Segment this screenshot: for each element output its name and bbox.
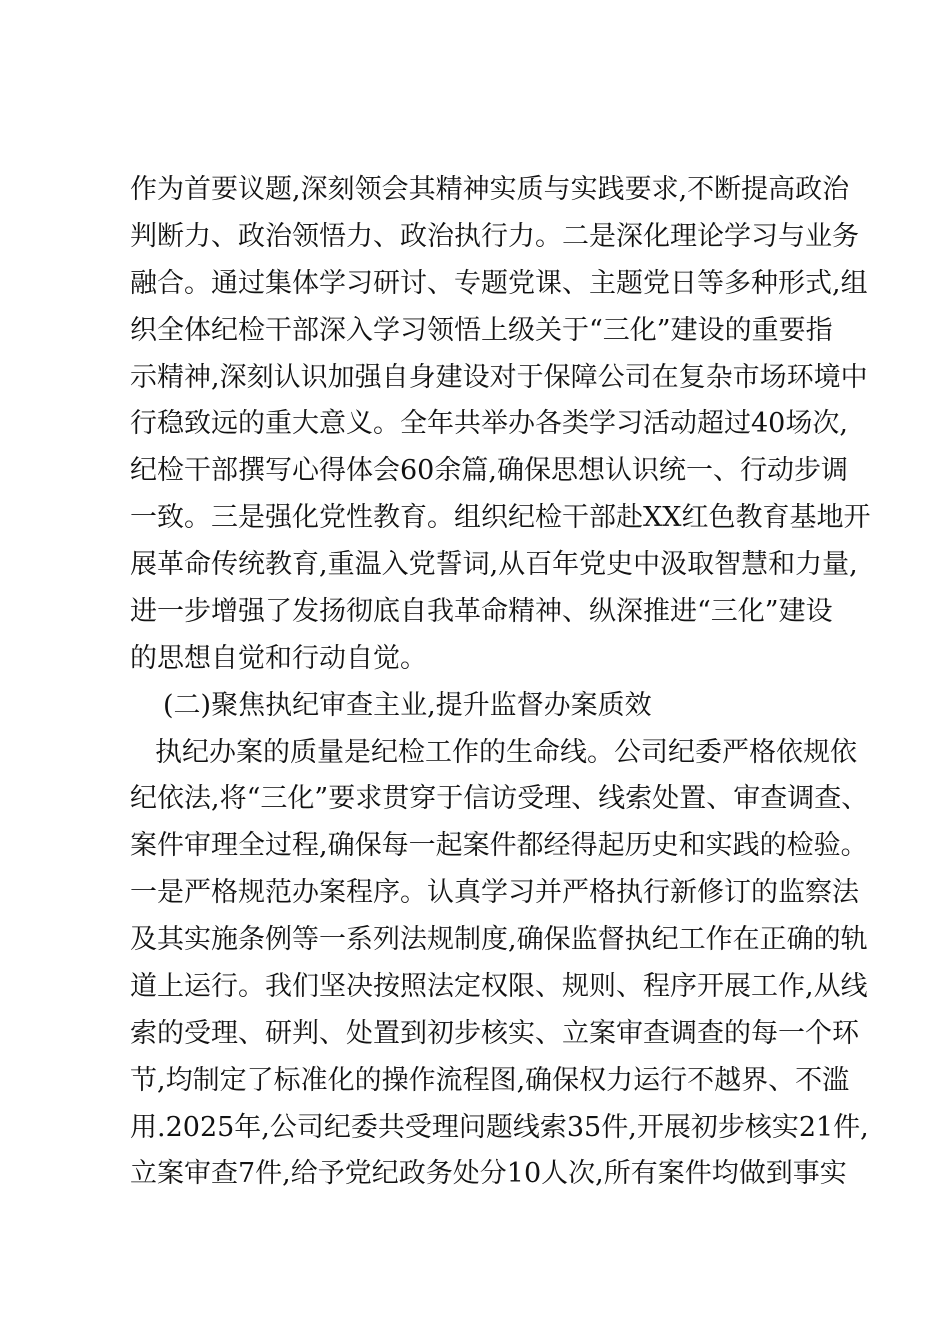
paragraph-line: 融合。通过集体学习研讨、专题党课、主题党日等多种形式,组 <box>130 268 868 299</box>
paragraph-line: 一致。三是强化党性教育。组织纪检干部赴XX红色教育基地开 <box>130 502 871 533</box>
paragraph-line: 织全体纪检干部深入学习领悟上级关于“三化”建设的重要指 <box>130 315 833 346</box>
paragraph-line: 进一步增强了发扬彻底自我革命精神、纵深推进“三化”建设 <box>130 596 833 627</box>
paragraph-line: 纪检干部撰写心得体会60余篇,确保思想认识统一、行动步调 <box>130 455 848 486</box>
paragraph-line: 道上运行。我们坚决按照法定权限、规则、程序开展工作,从线 <box>130 971 868 1002</box>
paragraph-line: 用.2025年,公司纪委共受理问题线索35件,开展初步核实21件, <box>130 1112 869 1143</box>
paragraph-line: 索的受理、研判、处置到初步核实、立案审查调查的每一个环 <box>130 1018 859 1049</box>
paragraph-line: 执纪办案的质量是纪检工作的生命线。公司纪委严格依规依 <box>155 737 857 768</box>
paragraph-line: 一是严格规范办案程序。认真学习并严格执行新修订的监察法 <box>130 877 859 908</box>
paragraph-line: 及其实施条例等一系列法规制度,确保监督执纪工作在正确的轨 <box>130 924 868 955</box>
paragraph-line: 案件审理全过程,确保每一起案件都经得起历史和实践的检验。 <box>130 830 868 861</box>
paragraph-line: 示精神,深刻认识加强自身建设对于保障公司在复杂市场环境中 <box>130 362 868 393</box>
paragraph-line: 展革命传统教育,重温入党誓词,从百年党史中汲取智慧和力量, <box>130 549 858 580</box>
paragraph-line: 行稳致远的重大意义。全年共举办各类学习活动超过40场次, <box>130 408 848 439</box>
paragraph-line: 作为首要议题,深刻领会其精神实质与实践要求,不断提高政治 <box>130 174 850 205</box>
paragraph-line: 判断力、政治领悟力、政治执行力。二是深化理论学习与业务 <box>130 221 859 252</box>
paragraph-line: 立案审查7件,给予党纪政务处分10人次,所有案件均做到事实 <box>130 1158 847 1189</box>
paragraph-line: 节,均制定了标准化的操作流程图,确保权力运行不越界、不滥 <box>130 1065 850 1096</box>
paragraph-line: 纪依法,将“三化”要求贯穿于信访受理、线索处置、审查调查、 <box>130 783 869 814</box>
paragraph-line: 的思想自觉和行动自觉。 <box>130 643 427 674</box>
section-heading: (二)聚焦执纪审查主业,提升监督办案质效 <box>163 690 652 721</box>
